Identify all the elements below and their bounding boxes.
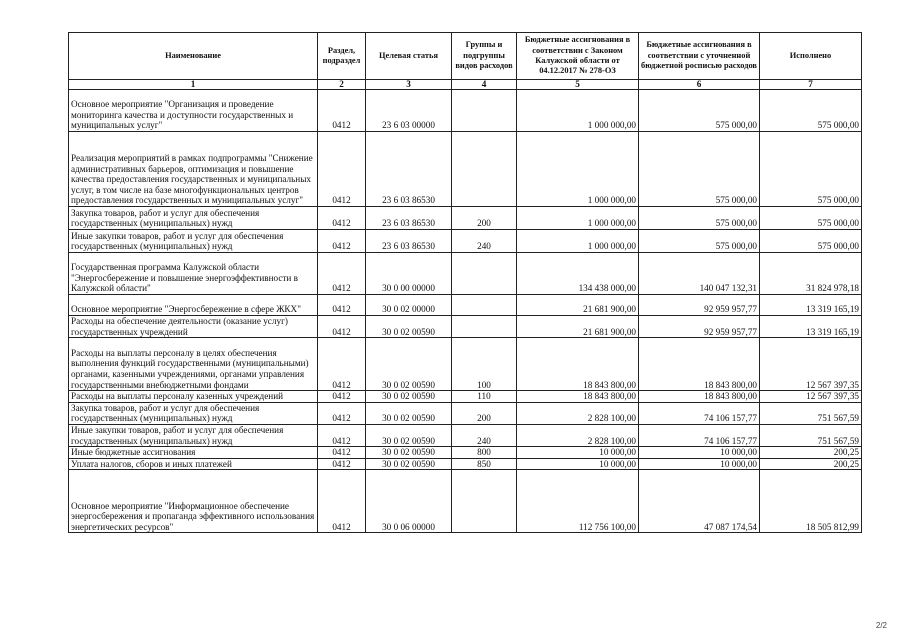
row-law-amount-cell: 1 000 000,00 [517, 132, 639, 207]
row-refined-amount-cell: 140 047 132,31 [639, 253, 760, 295]
row-executed-amount-cell: 12 567 397,35 [760, 391, 862, 403]
row-target-code-cell: 23 6 03 86530 [366, 207, 452, 230]
row-executed-amount-cell: 200,25 [760, 447, 862, 459]
column-index: 1 [69, 80, 318, 90]
column-index: 4 [452, 80, 517, 90]
header-name: Наименование [69, 33, 318, 80]
row-refined-amount-cell: 575 000,00 [639, 207, 760, 230]
row-section-cell: 0412 [318, 338, 366, 391]
table-row [69, 132, 862, 207]
row-target-code-cell: 30 0 00 00000 [366, 253, 452, 295]
row-target-code-cell: 30 0 02 00590 [366, 316, 452, 338]
row-section-cell: 0412 [318, 316, 366, 338]
column-index: 3 [366, 80, 452, 90]
table-row [69, 230, 862, 253]
row-name-cell: Расходы на выплаты персоналу казенных учреждений [69, 391, 318, 403]
row-law-amount-cell: 134 438 000,00 [517, 253, 639, 295]
row-law-amount-cell: 1 000 000,00 [517, 90, 639, 132]
row-name-cell: Иные закупки товаров, работ и услуг для обеспечения государственных (муниципальных) нужд [69, 230, 318, 253]
row-group-cell: 100 [452, 338, 517, 391]
budget-table-sheet [68, 32, 861, 533]
row-target-code-cell: 30 0 02 00590 [366, 391, 452, 403]
row-name-cell: Основное мероприятие "Энергосбережение в сфере ЖКХ" [69, 295, 318, 316]
table-row [69, 207, 862, 230]
row-refined-amount-cell: 575 000,00 [639, 132, 760, 207]
header-expense-groups: Группы и подгруппы видов расходов [452, 33, 517, 80]
row-target-code-cell: 30 0 02 00000 [366, 295, 452, 316]
row-executed-amount-cell: 31 824 978,18 [760, 253, 862, 295]
row-target-code-cell: 30 0 02 00590 [366, 338, 452, 391]
row-refined-amount-cell: 74 106 157,77 [639, 424, 760, 446]
row-name-cell: Расходы на выплаты персоналу в целях обеспечения выполнения функций государственными (муниципальными) органами, казенными учреждениями, органами управления государственными внебюджетными фондами [69, 338, 318, 391]
row-section-cell: 0412 [318, 295, 366, 316]
header-row [69, 33, 862, 80]
budget-table [68, 32, 862, 533]
row-refined-amount-cell: 47 087 174,54 [639, 470, 760, 533]
row-section-cell: 0412 [318, 132, 366, 207]
row-name-cell: Основное мероприятие "Организация и проведение мониторинга качества и доступности государственных и муниципальных услуг" [69, 90, 318, 132]
row-refined-amount-cell: 575 000,00 [639, 230, 760, 253]
row-executed-amount-cell: 751 567,59 [760, 402, 862, 424]
row-refined-amount-cell: 74 106 157,77 [639, 402, 760, 424]
table-row [69, 295, 862, 316]
row-name-cell: Расходы на обеспечение деятельности (оказание услуг) государственных учреждений [69, 316, 318, 338]
row-law-amount-cell: 10 000,00 [517, 447, 639, 459]
row-law-amount-cell: 21 681 900,00 [517, 295, 639, 316]
row-group-cell: 200 [452, 207, 517, 230]
row-section-cell: 0412 [318, 230, 366, 253]
row-target-code-cell: 30 0 02 00590 [366, 424, 452, 446]
row-executed-amount-cell: 13 319 165,19 [760, 316, 862, 338]
row-target-code-cell: 23 6 03 86530 [366, 230, 452, 253]
row-section-cell: 0412 [318, 207, 366, 230]
row-executed-amount-cell: 575 000,00 [760, 207, 862, 230]
row-executed-amount-cell: 18 505 812,99 [760, 470, 862, 533]
row-law-amount-cell: 1 000 000,00 [517, 230, 639, 253]
row-group-cell: 200 [452, 402, 517, 424]
row-executed-amount-cell: 575 000,00 [760, 90, 862, 132]
row-group-cell [452, 295, 517, 316]
row-refined-amount-cell: 575 000,00 [639, 90, 760, 132]
table-row [69, 402, 862, 424]
row-executed-amount-cell: 13 319 165,19 [760, 295, 862, 316]
row-name-cell: Закупка товаров, работ и услуг для обеспечения государственных (муниципальных) нужд [69, 402, 318, 424]
row-name-cell: Иные закупки товаров, работ и услуг для обеспечения государственных (муниципальных) нужд [69, 424, 318, 446]
row-law-amount-cell: 21 681 900,00 [517, 316, 639, 338]
row-name-cell: Закупка товаров, работ и услуг для обеспечения государственных (муниципальных) нужд [69, 207, 318, 230]
table-row [69, 90, 862, 132]
header-refined-allocations: Бюджетные ассигнования в соответствии с уточненной бюджетной росписью расходов [639, 33, 760, 80]
table-row [69, 316, 862, 338]
row-executed-amount-cell: 12 567 397,35 [760, 338, 862, 391]
row-name-cell: Основное мероприятие "Информационное обеспечение энергосбережения и пропаганда эффективного использования энергетических ресурсов" [69, 470, 318, 533]
header-law-allocations: Бюджетные ассигнования в соответствии с Законом Калужской области от 04.12.2017 № 278-ОЗ [517, 33, 639, 80]
row-law-amount-cell: 112 756 100,00 [517, 470, 639, 533]
row-law-amount-cell: 2 828 100,00 [517, 424, 639, 446]
row-target-code-cell: 30 0 02 00590 [366, 458, 452, 470]
row-executed-amount-cell: 575 000,00 [760, 132, 862, 207]
row-group-cell: 240 [452, 424, 517, 446]
column-index: 5 [517, 80, 639, 90]
row-group-cell: 850 [452, 458, 517, 470]
row-name-cell: Реализация мероприятий в рамках подпрограммы "Снижение административных барьеров, оптимизация и повышение качества предоставления государственных и муниципальных услуг, в том числе на базе многофункциональных центров предоставления государственных и муниципальных услуг" [69, 132, 318, 207]
row-law-amount-cell: 10 000,00 [517, 458, 639, 470]
row-group-cell [452, 316, 517, 338]
row-target-code-cell: 23 6 03 00000 [366, 90, 452, 132]
row-law-amount-cell: 18 843 800,00 [517, 391, 639, 403]
row-group-cell: 110 [452, 391, 517, 403]
row-target-code-cell: 23 6 03 86530 [366, 132, 452, 207]
row-refined-amount-cell: 10 000,00 [639, 447, 760, 459]
row-name-cell: Уплата налогов, сборов и иных платежей [69, 458, 318, 470]
row-refined-amount-cell: 10 000,00 [639, 458, 760, 470]
row-refined-amount-cell: 18 843 800,00 [639, 338, 760, 391]
row-law-amount-cell: 1 000 000,00 [517, 207, 639, 230]
row-law-amount-cell: 18 843 800,00 [517, 338, 639, 391]
column-index-row [69, 80, 862, 90]
row-group-cell [452, 253, 517, 295]
row-refined-amount-cell: 92 959 957,77 [639, 316, 760, 338]
header-target-article: Целевая статья [366, 33, 452, 80]
row-law-amount-cell: 2 828 100,00 [517, 402, 639, 424]
row-section-cell: 0412 [318, 253, 366, 295]
row-group-cell: 800 [452, 447, 517, 459]
table-row [69, 470, 862, 533]
row-section-cell: 0412 [318, 424, 366, 446]
table-body [69, 90, 862, 533]
header-executed: Исполнено [760, 33, 862, 80]
row-refined-amount-cell: 18 843 800,00 [639, 391, 760, 403]
row-section-cell: 0412 [318, 447, 366, 459]
row-group-cell [452, 90, 517, 132]
row-target-code-cell: 30 0 02 00590 [366, 447, 452, 459]
row-section-cell: 0412 [318, 391, 366, 403]
table-row [69, 253, 862, 295]
row-section-cell: 0412 [318, 458, 366, 470]
row-section-cell: 0412 [318, 470, 366, 533]
table-row [69, 458, 862, 470]
table-row [69, 391, 862, 403]
row-group-cell [452, 132, 517, 207]
row-section-cell: 0412 [318, 402, 366, 424]
header-section: Раздел, подраздел [318, 33, 366, 80]
row-executed-amount-cell: 575 000,00 [760, 230, 862, 253]
column-index: 6 [639, 80, 760, 90]
row-target-code-cell: 30 0 06 00000 [366, 470, 452, 533]
row-target-code-cell: 30 0 02 00590 [366, 402, 452, 424]
table-row [69, 447, 862, 459]
row-section-cell: 0412 [318, 90, 366, 132]
column-index: 2 [318, 80, 366, 90]
table-row [69, 338, 862, 391]
row-name-cell: Иные бюджетные ассигнования [69, 447, 318, 459]
row-group-cell [452, 470, 517, 533]
row-name-cell: Государственная программа Калужской области "Энергосбережение и повышение энергоэффективности в Калужской области" [69, 253, 318, 295]
row-executed-amount-cell: 751 567,59 [760, 424, 862, 446]
page-number: 2/2 [875, 621, 887, 630]
row-refined-amount-cell: 92 959 957,77 [639, 295, 760, 316]
row-executed-amount-cell: 200,25 [760, 458, 862, 470]
table-row [69, 424, 862, 446]
row-group-cell: 240 [452, 230, 517, 253]
column-index: 7 [760, 80, 862, 90]
